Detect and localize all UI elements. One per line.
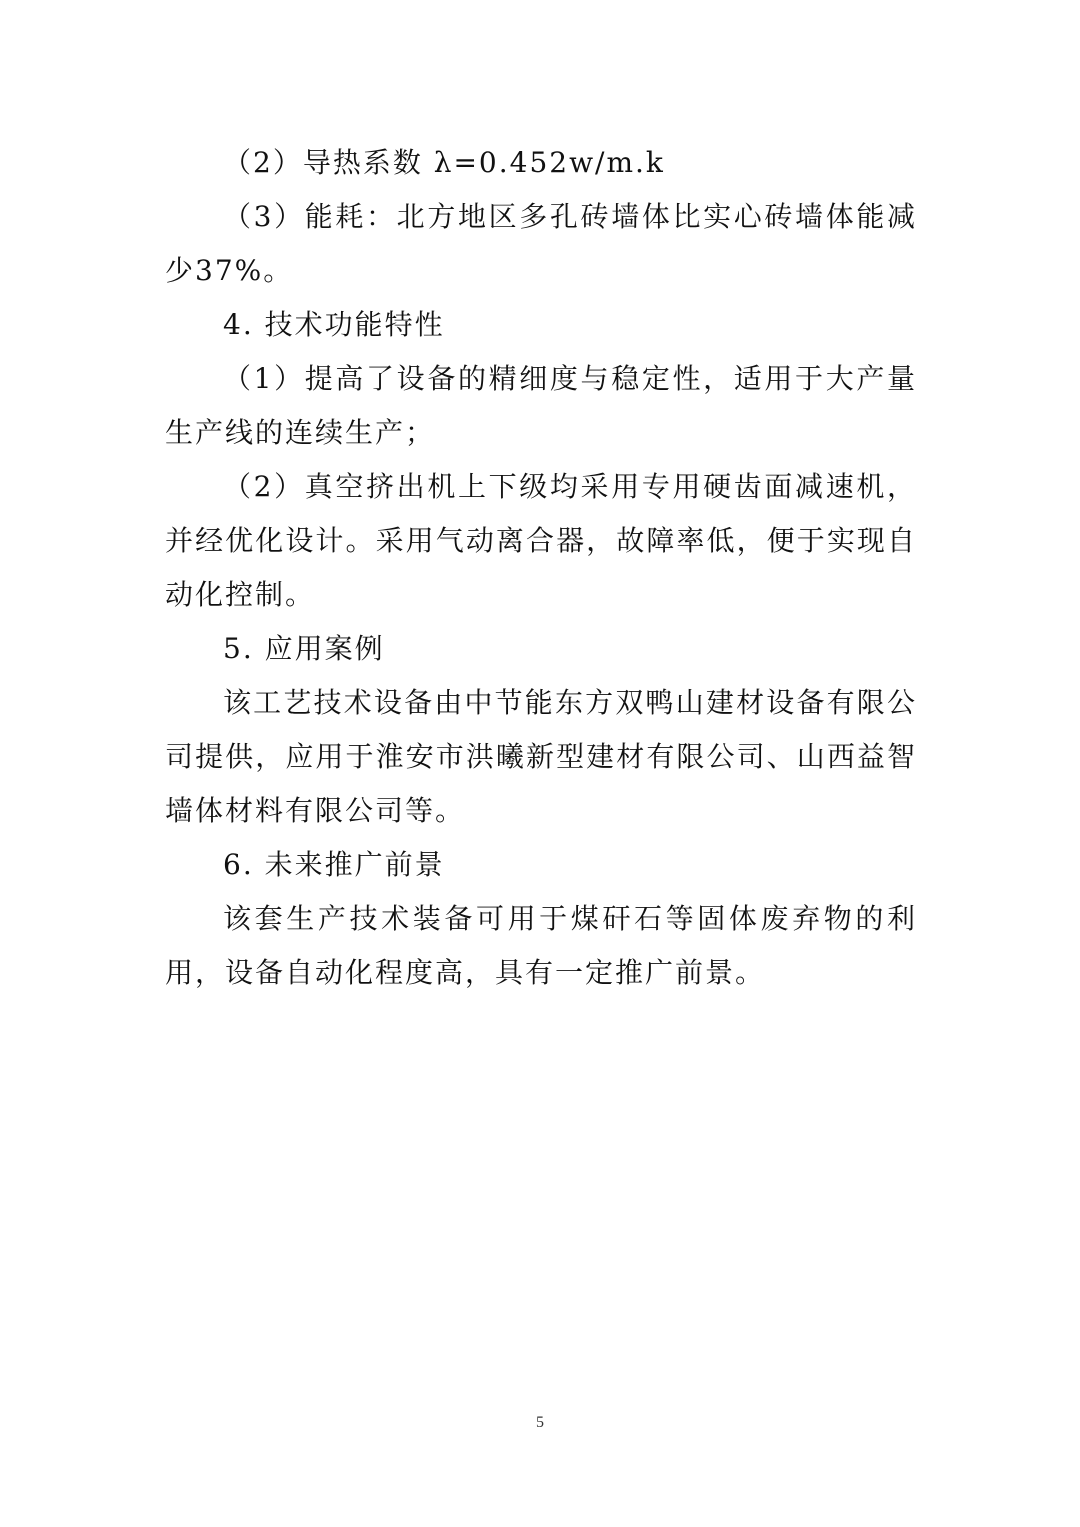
document-body bbox=[165, 136, 917, 1000]
section-heading-technical-features: 4. 技术功能特性 bbox=[223, 308, 445, 341]
paragraph-energy-consumption: （3）能耗：北方地区多孔砖墙体比实心砖墙体能减少37%。 bbox=[165, 200, 917, 287]
paragraph-thermal-conductivity: （2）导热系数 λ=0.452w/m.k bbox=[223, 146, 665, 179]
section-heading-application-case: 5. 应用案例 bbox=[223, 632, 385, 665]
paragraph-application-case: 该工艺技术设备由中节能东方双鸭山建材设备有限公司提供，应用于淮安市洪曦新型建材有限公司、山西益智墙体材料有限公司等。 bbox=[165, 686, 917, 827]
section-heading-future-prospects: 6. 未来推广前景 bbox=[223, 848, 445, 881]
paragraph-feature-2: （2）真空挤出机上下级均采用专用硬齿面减速机，并经优化设计。采用气动离合器，故障率低，便于实现自动化控制。 bbox=[165, 470, 917, 611]
page-number: 5 bbox=[536, 1414, 544, 1431]
paragraph-future-prospects: 该套生产技术装备可用于煤矸石等固体废弃物的利用，设备自动化程度高，具有一定推广前景。 bbox=[165, 902, 917, 989]
paragraph-feature-1: （1）提高了设备的精细度与稳定性，适用于大产量生产线的连续生产； bbox=[165, 362, 917, 449]
